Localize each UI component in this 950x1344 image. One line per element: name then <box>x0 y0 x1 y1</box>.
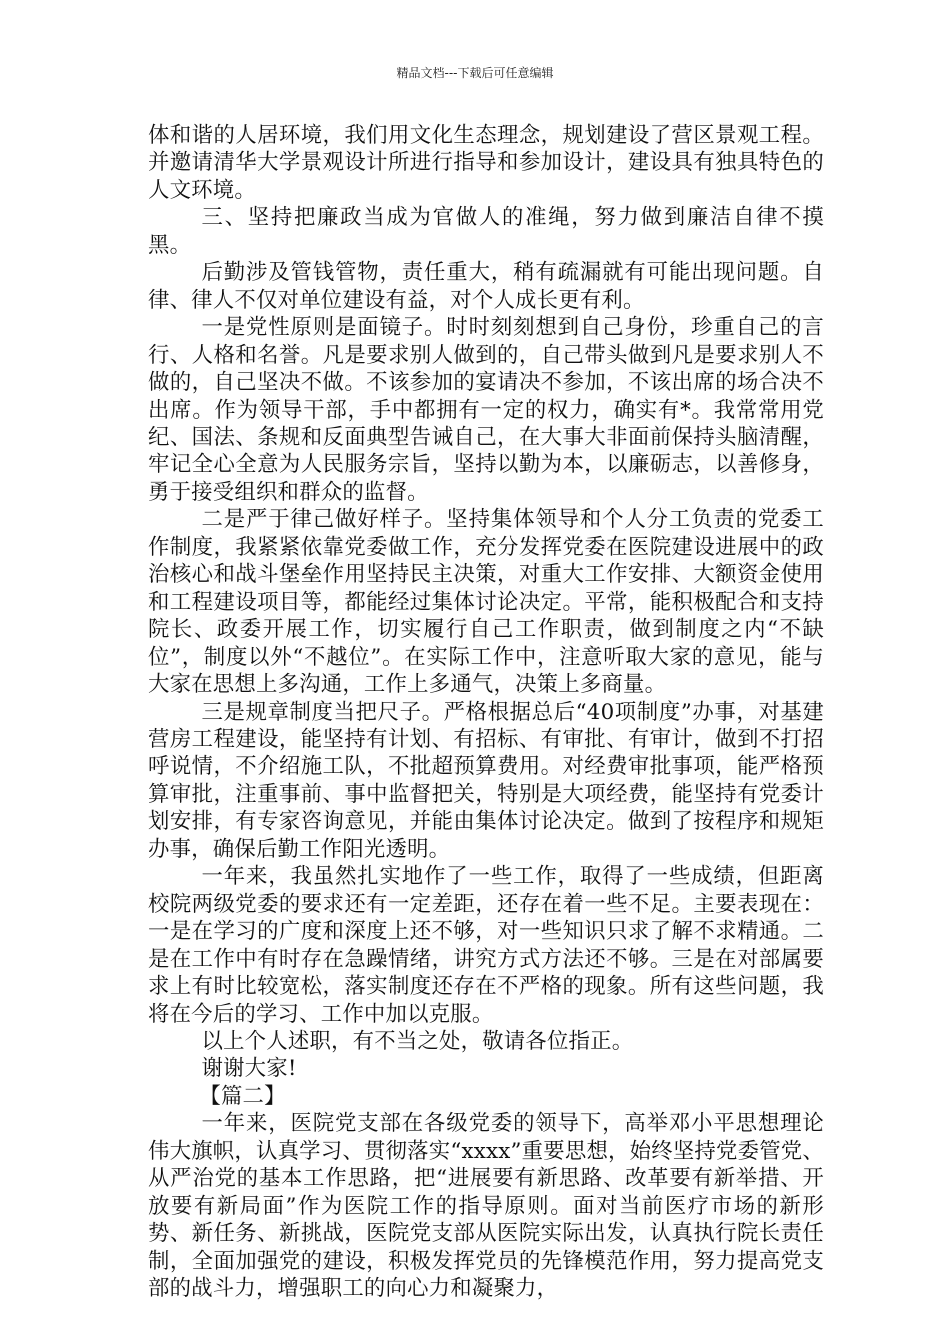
paragraph-3: 后勤涉及管钱管物，责任重大，稍有疏漏就有可能出现问题。自律、律人不仅对单位建设有益，对个人成长更有利。 <box>148 260 824 313</box>
paragraph-8: 以上个人述职，有不当之处，敬请各位指正。 <box>201 1028 634 1054</box>
paragraph-10: 一年来，医院党支部在各级党委的领导下，高举邓小平思想理论伟大旗帜，认真学习、贯彻落实“xxxx”重要思想，始终坚持党委管党、从严治党的基本工作思路，把“进展要有新思路、改革要有新举措、开放要有新局面”作为医院工作的指导原则。面对当前医疗市场的新形势、新任务、新挑战，医院党支部从医院实际出发，认真执行院长责任制，全面加强党的建设，积极发挥党员的先锋模范作用，努力提高党支部的战斗力，增强职工的向心力和凝聚力， <box>148 1111 824 1302</box>
document-body <box>148 122 824 1302</box>
paragraph-7: 一年来，我虽然扎实地作了一些工作，取得了一些成绩，但距离校院两级党委的要求还有一定差距，还存在着一些不足。主要表现在：一是在学习的广度和深度上还不够，对一些知识只求了解不求精通。二是在工作中有时存在急躁情绪，讲究方式方法还不够。三是在对部属要求上有时比较宽松，落实制度还存在不严格的现象。所有这些问题，我将在今后的学习、工作中加以克服。 <box>148 864 824 1027</box>
paragraph-4: 一是党性原则是面镜子。时时刻刻想到自己身份，珍重自己的言行、人格和名誉。凡是要求别人做到的，自己带头做到凡是要求别人不做的，自己坚决不做。不该参加的宴请决不参加，不该出席的场合决不出席。作为领导干部，手中都拥有一定的权力，确实有*。我常常用党纪、国法、条规和反面典型告诫自己，在大事大非面前保持头脑清醒，牢记全心全意为人民服务宗旨，坚持以勤为本，以廉砺志，以善修身，勇于接受组织和群众的监督。 <box>148 315 824 505</box>
paragraph-2: 三、坚持把廉政当成为官做人的准绳，努力做到廉洁自律不摸黑。 <box>148 205 824 258</box>
paragraph-5: 二是严于律己做好样子。坚持集体领导和个人分工负责的党委工作制度，我紧紧依靠党委做工作，充分发挥党委在医院建设进展中的政治核心和战斗堡垒作用坚持民主决策，对重大工作安排、大额资金使用和工程建设项目等，都能经过集体讨论决定。平常，能积极配合和支持院长、政委开展工作，切实履行自己工作职责，做到制度之内“不缺位”，制度以外“不越位”。在实际工作中，注意听取大家的意见，能与大家在思想上多沟通，工作上多通气，决策上多商量。 <box>148 507 824 698</box>
section-heading: 【篇二】 <box>199 1083 286 1109</box>
page-header: 精品文档---下载后可任意编辑 <box>396 66 554 80</box>
paragraph-6: 三是规章制度当把尺子。严格根据总后“40项制度”办事，对基建营房工程建设，能坚持有计划、有招标、有审批、有审计，做到不打招呼说情，不介绍施工队，不批超预算费用。对经费审批事项，能严格预算审批，注重事前、事中监督把关，特别是大项经费，能坚持有党委计划安排，有专家咨询意见，并能由集体讨论决定。做到了按程序和规矩办事，确保后勤工作阳光透明。 <box>148 699 824 862</box>
paragraph-9: 谢谢大家! <box>201 1056 297 1082</box>
paragraph-1: 体和谐的人居环境，我们用文化生态理念，规划建设了营区景观工程。并邀请清华大学景观设计所进行指导和参加设计，建设具有独具特色的人文环境。 <box>148 123 824 203</box>
